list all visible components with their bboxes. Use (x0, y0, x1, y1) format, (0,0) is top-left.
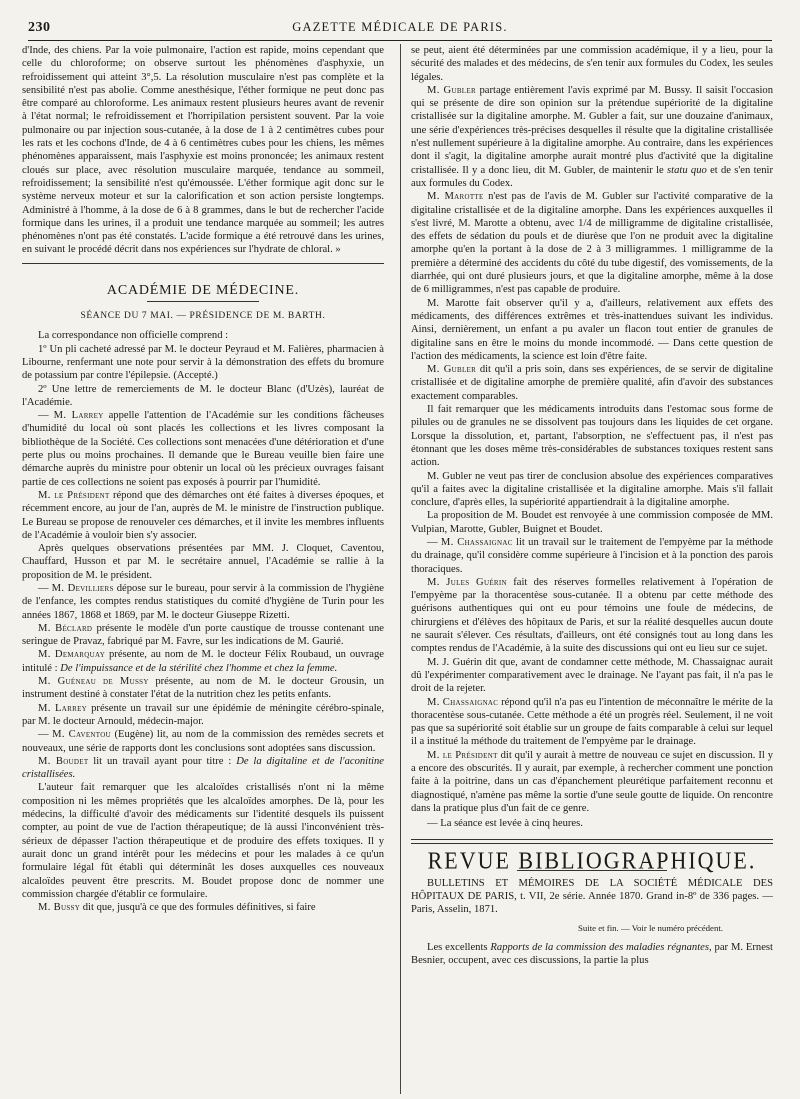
paragraph: se peut, aient été déterminées par une commission académique, il y a lieu, pour la sécurité des malades et des médecins, de s'en tenir aux formules du Codex, les seules légales. (411, 45, 773, 83)
speaker-name: M. Caventou (52, 729, 111, 741)
work-title: De la digitaline et de l'aconitine cristallisées. (22, 755, 384, 781)
speaker-name: M. Chassaignac (440, 536, 513, 548)
paragraph-text: répond qu'il n'a pas eu l'intention de méconnaître le mérite de la thoracentèse sous-cutanée. Cette méthode a été un progrès réel. Seulement, il ne voit pas que sa supériorité soit établie sur un groupe de faits comparable à celui sur lequel il a institué la méthode du traitement de l'empyème par le drainage. (411, 696, 773, 748)
paragraph-text: fait des réserves formelles relativement à l'opération de l'empyème par la thoracentèse sous-cutanée. Il a obtenu par cette méthode des guérisons authentiques qui ont eu pour témoins une foule de médecins, de chirurgiens et d'élèves des hôpitaux de Paris, et sur la réalité desquelles aucun doute ne saurait s'élever. Ces résultats, d'ailleurs, ont été consignés tout au long dans les comptes rendus de l'Académie, à la suite des discussions qui ont eu lieu sur ce sujet. (411, 576, 773, 655)
speaker-name: M. le Président (38, 489, 110, 501)
paragraph: — M. Caventou (Eugène) lit, au nom de la commission des remèdes secrets et nouveaux, une série de rapports dont les conclusions sont adoptées sans discussion. (22, 729, 384, 754)
speaker-name: M. Béclard (38, 622, 93, 634)
paragraph (411, 84, 773, 190)
running-title: GAZETTE MÉDICALE DE PARIS. (292, 20, 508, 34)
continuation-note: Suite et fin. — Voir le numéro précédent. (577, 922, 723, 933)
paragraph: L'auteur fait remarquer que les alcaloïdes cristallisés n'ont ni la même composition ni les mêmes propriétés que les alcaloïdes amorphes. De là, pour les médecins, la difficulté d'avoir des médicaments sur l'identité desquels ils puissent compter, au point de vue de l'action thérapeutique; de là aussi l'inconvénient très-sérieux de dépasser l'action thérapeutique et de produire des effets toxiques. Il y aurait donc un grand intérêt pour les médecins et pour les malades à ce qu'un formulaire légal fût établi qui déterminât les doses auxquelles ces nouveaux alcaloïdes peuvent être prescrits. M. Boudet propose donc de nommer une commission chargée d'établir ce formulaire. (22, 782, 384, 900)
italic-phrase: statu quo (667, 164, 707, 176)
paragraph-text: appelle l'attention de l'Académie sur les conditions fâcheuses d'humidité du local où sont placés les collections et les livres composant la bibliothèque de la Société. Ces collections sont menacées d'une détérioration et d'une perte plus ou moins prochaines. Il demande que le Bureau veuille bien faire une démarche auprès du ministre pour obtenir un local où les précieux ouvrages faisant partie de ces collections ne soient pas exposés à pourrir par l'humidité. (22, 410, 384, 488)
paragraph: La correspondance non officielle comprend : (38, 330, 229, 342)
speaker-name: M. Boudet (38, 755, 89, 767)
paragraph (411, 696, 773, 749)
paragraph (22, 489, 384, 542)
paragraph-text: et de s'en tenir aux formules du Codex. (411, 164, 773, 189)
section-title-rule (147, 301, 259, 302)
paragraph (411, 190, 773, 296)
paragraph-text: Les excellents (427, 942, 491, 953)
left-column (22, 44, 384, 1094)
paragraph-text: dit que, jusqu'à ce que des formules définitives, si faire (80, 902, 316, 914)
paragraph (22, 622, 384, 649)
paragraph: 1º Un pli cacheté adressé par M. le docteur Peyraud et M. Falières, pharmacien à Libourne, renfermant une note pour servir à la démonstration des effets du bromure de potassium par contre l'épilepsie. (Accepté.) (22, 343, 384, 382)
speaker-name: M. Guéneau de Mussy (38, 676, 149, 688)
paragraph (411, 576, 773, 656)
paragraph-text: présente, au nom de M. le docteur Félix Roubaud, un ouvrage intitulé : (22, 649, 384, 674)
section-end-rule (411, 843, 773, 844)
paragraph (22, 702, 384, 729)
paragraph: — M. Larrey appelle l'attention de l'Académie sur les conditions fâcheuses d'humidité du local où sont placés les collections et les livres composant la bibliothèque de la Société. Ces collections sont menacées d'une détérioration et d'une perte plus ou moins prochaines. Il demande que le Bureau veuille bien faire une démarche auprès du ministre pour obtenir un local où les précieux ouvrages faisant partie de ces collections ne soient pas exposés à pourrir par l'humidité. (22, 410, 384, 488)
paragraph-text: partage entièrement l'avis exprimé par M. Bussy. Il saisit l'occasion qui se présente de dire son opinion sur la prétendue supériorité de la digitaline cristallisée sur la digitaline amorphe. M. Gubler a fait, sur une douzaine d'animaux, une série d'expériences très-précises desquelles il résulte que la digitaline cristallisée n'est nullement supérieure à la digitaline amorphe. Au contraire, dans les expériences dont il s'agit, la digitaline amorphe aurait montré plus d'activité que la digitaline cristallisée. Il y a donc lieu, dit M. Gubler, de maintenir le (411, 84, 773, 176)
paragraph (411, 363, 773, 403)
speaker-name: M. le Président (427, 749, 498, 761)
paragraph: M. Gubler ne veut pas tirer de conclusion absolue des expériences comparatives qu'il a faites avec la digitaline cristallisée et la digitaline amorphe. Mais s'il fallait conclure, d'après elles, la supériorité appartiendrait à la digitaline amorphe. (411, 470, 773, 509)
speaker-name: M. Bussy (38, 902, 81, 914)
speaker-name: M. Demarquay (38, 649, 106, 661)
paragraph (411, 749, 773, 815)
paragraph: La proposition de M. Boudet est renvoyée à une commission composée de MM. Vulpian, Marotte, Gubler, Buignet et Boudet. (411, 510, 773, 535)
speaker-name: M. Gubler (427, 364, 477, 376)
speaker-name: M. Larrey (38, 702, 88, 714)
paragraph (22, 675, 384, 702)
section-end-rule (411, 839, 773, 840)
speaker-name: M. Jules Guérin (427, 576, 507, 588)
paragraph-text: dit qu'il y aurait à mettre de nouveau ce sujet en discussion. Il y a encore des obscurités. Il y aurait, par exemple, à rechercher comment une ponction faite à la poitrine, dans un cas d'épanchement pleurétique parfaitement reconnu et diagnostiqué, n'amène pas même la sortie d'une seule goutte de liquide. On rencontre dans la pratique plus d'un fait de ce genre. (411, 749, 773, 814)
speaker-name: M. Devilliers (51, 582, 114, 594)
work-title: De l'impuissance et de la stérilité chez l'homme et chez la femme. (60, 662, 338, 674)
closing-line: — La séance est levée à cinq heures. (427, 818, 583, 830)
paragraph-text: lit un travail sur le traitement de l'empyème par la méthode du drainage, qu'il considère comme supérieure à l'incision et à la ponction des parois thoraciques. (411, 536, 773, 575)
paragraph-text: présente un travail sur une épidémie de méningite cérébro-spinale, par M. le docteur Arnould, médecin-major. (22, 702, 384, 727)
speaker-name: M. Chassaignac (427, 696, 499, 708)
column-rule (400, 44, 401, 1094)
paragraph-text: dépose sur le bureau, pour servir à la commission de l'hygiène de l'enfance, les comptes rendus statistiques du comité d'hygiène de Turin pour les années 1867, 1868 et 1869, par M. le docteur Giuseppe Rizetti. (22, 582, 384, 621)
paragraph-text: présente le modèle d'un porte caustique de trousse contenant une seringue de Pravaz, fabriqué par M. Favre, sur les indications de M. Gaurié. (22, 622, 384, 648)
paragraph-text: (Eugène) lit, au nom de la commission des remèdes secrets et nouveaux, une série de rapports dont les conclusions sont adoptées sans discussion. (22, 729, 384, 754)
speaker-name: M. Gubler (427, 84, 476, 96)
paragraph: — M. Chassaignac lit un travail sur le traitement de l'empyème par la méthode du drainage, qu'il considère comme supérieure à l'incision et à la ponction des parois thoraciques. (411, 536, 773, 575)
paragraph-text: présente, au nom de M. le docteur Grousin, un instrument destiné à constater l'état de la nutrition chez les petits enfants. (22, 676, 384, 701)
session-heading: SÉANCE DU 7 MAI. — PRÉSIDENCE DE M. BARTH. (80, 311, 326, 322)
section-top-rule (22, 263, 384, 264)
paragraph (22, 755, 384, 782)
biblio-section-title: REVUE BIBLIOGRAPHIQUE. (427, 846, 757, 874)
paragraph: Après quelques observations présentées par MM. J. Cloquet, Caventou, Chauffard, Husson et par M. le secrétaire annuel, l'Académie se rallie à la proposition de M. le président. (22, 543, 384, 581)
paragraph-text: répond que des démarches ont été faites à diverses époques, et récemment encore, au jour de l'an, auprès de M. le ministre de l'instruction publique. Le Bureau se propose de renouveler ces démarches, et il invite les membres influents de l'Académie à vouloir bien s'y associer. (22, 489, 384, 541)
work-title: Rapports de la commission des maladies régnantes (490, 942, 710, 953)
paragraph-text: n'est pas de l'avis de M. Gubler sur l'activité comparative de la digitaline cristallisée et de la digitaline amorphe. Dans les expériences auxquelles il s'est livré, M. Marotte a obtenu, avec 1/4 de milligramme de digitaline cristallisée, des effets de sédation du pouls et de diurèse que l'on ne produit avec la digitaline amorphe qu'en la portant à la dose de 2 à 3 milligrammes. 1 milligramme de la première a déterminé des accidents du côté du tube digestif, des vomissements, de la diarrhée, qui ont duré plusieurs jours, et que la digitaline amorphe, même à la dose de 6 milligrammes, n'est pas capable de produire. (411, 191, 773, 296)
paragraph: Il fait remarquer que les médicaments introduits dans l'estomac sous forme de pilules ou de granules ne se dissolvent pas toujours dans les liquides de cet organe. Lorsque la dissolution, et, partant, l'absorption, ne s'effectuent pas, il n'est pas étonnant que les doses même très-considérables de substances toxiques restent sans action. (411, 404, 773, 469)
paragraph (411, 941, 773, 968)
paragraph (22, 901, 384, 914)
page-number: 230 (28, 20, 51, 35)
paragraph: 2º Une lettre de remerciements de M. le docteur Blanc (d'Uzès), lauréat de l'Académie. (22, 383, 384, 408)
paragraph-text: dit qu'il a pris soin, dans ses expériences, de se servir de digitaline cristallisée et de digitaline amorphe de première qualité, afin d'avoir des substances exactement comparables. (411, 364, 773, 402)
paragraph: — M. Devilliers dépose sur le bureau, pour servir à la commission de l'hygiène de l'enfance, les comptes rendus statistiques du comité d'hygiène de Turin pour les années 1867, 1868 et 1869, par M. le docteur Giuseppe Rizetti. (22, 582, 384, 621)
paragraph (22, 648, 384, 675)
page-header (28, 18, 772, 41)
paragraph: d'Inde, des chiens. Par la voie pulmonaire, l'action est rapide, moins cependant que celle du chloroforme; on observe surtout les phénomènes d'asphyxie, un refroidissement qui atteint 3°,5. La résolution musculaire n'est pas complète et la sensibilité n'est pas abolie. Comme anesthésique, l'éther formique ne peut donc pas être comparé au chloroforme. Les animaux restent plusieurs heures avant de revenir à l'état normal; le refroidissement et l'horripilation persistent souvent. Par la voie pulmonaire ou par injection sous-cutanée, à la dose de 1 à 2 centimètres cubes pour les rats et les cochons d'Inde, de 4 à 6 centimètres cubes pour les chiens, les mêmes phénomènes apparaissent, mais l'asphyxie est moins prononcée; les animaux restent cloués sur place, avec résolution musculaire marquée, tendance au sommeil, refroidissement; la sensibilité n'est qu'émoussée. L'éther formique agit donc sur le système nerveux moteur et sur la calorification et son action persiste longtemps. Administré à l'homme, à la dose de 6 à 8 grammes, dans le but de rechercher l'acide formique dans les urines, il a produit une tendance marquée au sommeil; les autres phénomènes n'ont pas été constatés. L'acide formique a été retrouvé dans les urines, en suivant le procédé décrit dans nos expériences sur l'hydrate de chloral. » (22, 45, 384, 256)
paragraph: M. Marotte fait observer qu'il y a, d'ailleurs, relativement aux effets des médicaments, des différences extrêmes et très-inattendues suivant les individus. Ainsi, dernièrement, un enfant a pu avaler un flacon tout entier de granules de digitaline sans en être le moins du monde incommodé. — Dans cette question de l'action des médicaments, la science est loin d'être faite. (411, 297, 773, 362)
paragraph: M. J. Guérin dit que, avant de condamner cette méthode, M. Chassaignac aurait dû l'expérimenter comparativement avec le drainage. Ne l'ayant pas fait, il n'a pas le droit de la rejeter. (411, 656, 773, 695)
bibliographic-reference: BULLETINS ET MÉMOIRES DE LA SOCIÉTÉ MÉDICALE DES HÔPITAUX DE PARIS, t. VII, 2e série. Année 1870. Grand in-8º de 336 pages. — Paris, Asselin, 1871. (411, 877, 773, 916)
paragraph-text: , par M. Ernest Besnier, occupent, avec ces discussions, la partie la plus (411, 942, 773, 967)
speaker-name: M. Larrey (53, 410, 104, 422)
paragraph-text: lit un travail ayant pour titre : (88, 755, 237, 767)
section-title: ACADÉMIE DE MÉDECINE. (106, 282, 300, 298)
speaker-name: M. Marotte (427, 191, 484, 203)
right-column (411, 44, 773, 1094)
